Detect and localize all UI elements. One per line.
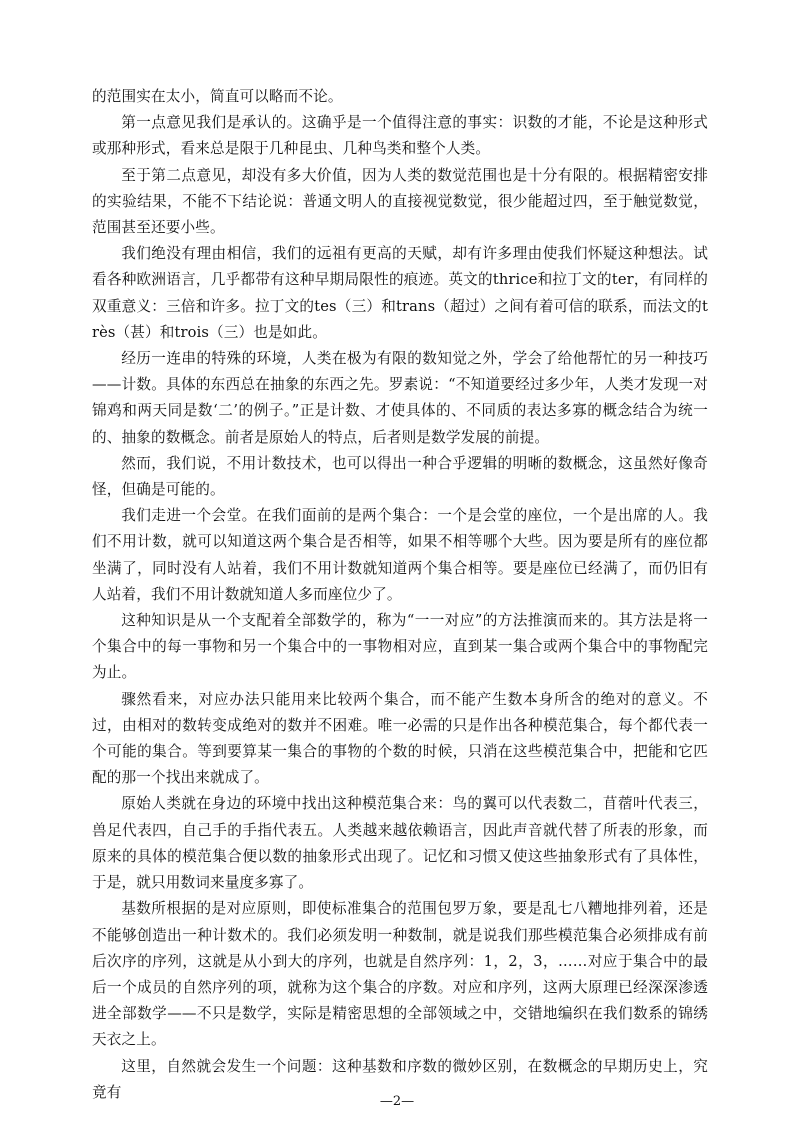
- paragraph: 这种知识是从一个支配着全部数学的，称为“一一对应”的方法推演而来的。其方法是将一个集合中的每一事物和另一个集合中的一事物相对应，直到某一集合或两个集合中的事物配完为止。: [92, 612, 708, 682]
- paragraph: 基数所根据的是对应原则，即使标准集合的范围包罗万象，要是乱七八糟地排列着，还是不能够创造出一种计数术的。我们必须发明一种数制，就是说我们那些模范集合必须排成有前后次序的序列，这就是从小到大的序列，也就是自然序列：1，2，3，……对应于集合中的最后一个成员的自然序列的项，就称为这个集合的序数。对应和序列，这两大原理已经深深渗透进全部数学——不只是数学，实际是精密思想的全部领域之中，交错地编织在我们数系的锦绣天衣之上。: [92, 900, 708, 1049]
- paragraph: 我们走进一个会堂。在我们面前的是两个集合：一个是会堂的座位，一个是出席的人。我们不用计数，就可以知道这两个集合是否相等，如果不相等哪个大些。因为要是所有的座位都坐满了，同时没有人站着，我们不用计数就知道两个集合相等。要是座位已经满了，而仍旧有人站着，我们不用计数就知道人多而座位少了。: [92, 507, 708, 603]
- paragraph: 至于第二点意见，却没有多大价值，因为人类的数觉范围也是十分有限的。根据精密安排的实验结果，不能不下结论说：普通文明人的直接视觉数觉，很少能超过四，至于触觉数觉，范围甚至还要小些。: [92, 166, 708, 237]
- paragraph: 经历一连串的特殊的环境，人类在极为有限的数知觉之外，学会了给他帮忙的另一种技巧——计数。具体的东西总在抽象的东西之先。罗素说：“不知道要经过多少年，人类才发现一对锦鸡和两天同是数‘二’的例子。”正是计数、才使具体的、不同质的表达多寡的概念结合为统一的、抽象的数概念。前者是原始人的特点，后者则是数学发展的前提。: [92, 350, 708, 446]
- paragraph: 我们绝没有理由相信，我们的远祖有更高的天赋，却有许多理由使我们怀疑这种想法。试看各种欧洲语言，几乎都带有这种早期局限性的痕迹。英文的thrice和拉丁文的ter，有同样的双重意义：三倍和许多。拉丁文的tes（三）和trans（超过）之间有着可信的联系，而法文的très（甚）和trois（三）也是如此。: [92, 245, 708, 341]
- paragraph-truncated: 这里，自然就会发生一个问题：这种基数和序数的微妙区别，在数概念的早期历史上，究竟有: [92, 1057, 708, 1101]
- paragraph-continuation: 的范围实在太小，简直可以略而不论。: [92, 88, 343, 105]
- article-body: [92, 84, 708, 1106]
- paragraph: 原始人类就在身边的环境中找出这种模范集合来：鸟的翼可以代表数二，苜蓿叶代表三，兽足代表四，自己手的手指代表五。人类越来越依赖语言，因此声音就代替了所表的形象，而原来的具体的模范集合便以数的抽象形式出现了。记忆和习惯又使这些抽象形式有了具体性，于是，就只用数词来量度多寡了。: [92, 795, 708, 892]
- paragraph: 第一点意见我们是承认的。这确乎是一个值得注意的事实：识数的才能，不论是这种形式或那种形式，看来总是限于几种昆虫、几种鸟类和整个人类。: [92, 114, 708, 158]
- paragraph: 骤然看来，对应办法只能用来比较两个集合，而不能产生数本身所含的绝对的意义。不过，由相对的数转变成绝对的数并不困难。唯一必需的只是作出各种模范集合，每个都代表一个可能的集合。等到要算某一集合的事物的个数的时候，只消在这些模范集合中，把能和它匹配的那一个找出来就成了。: [92, 690, 708, 787]
- page-number: —2—: [379, 1094, 415, 1109]
- paragraph: 然而，我们说，不用计数技术，也可以得出一种合乎逻辑的明晰的数概念，这虽然好像奇怪，但确是可能的。: [92, 454, 708, 499]
